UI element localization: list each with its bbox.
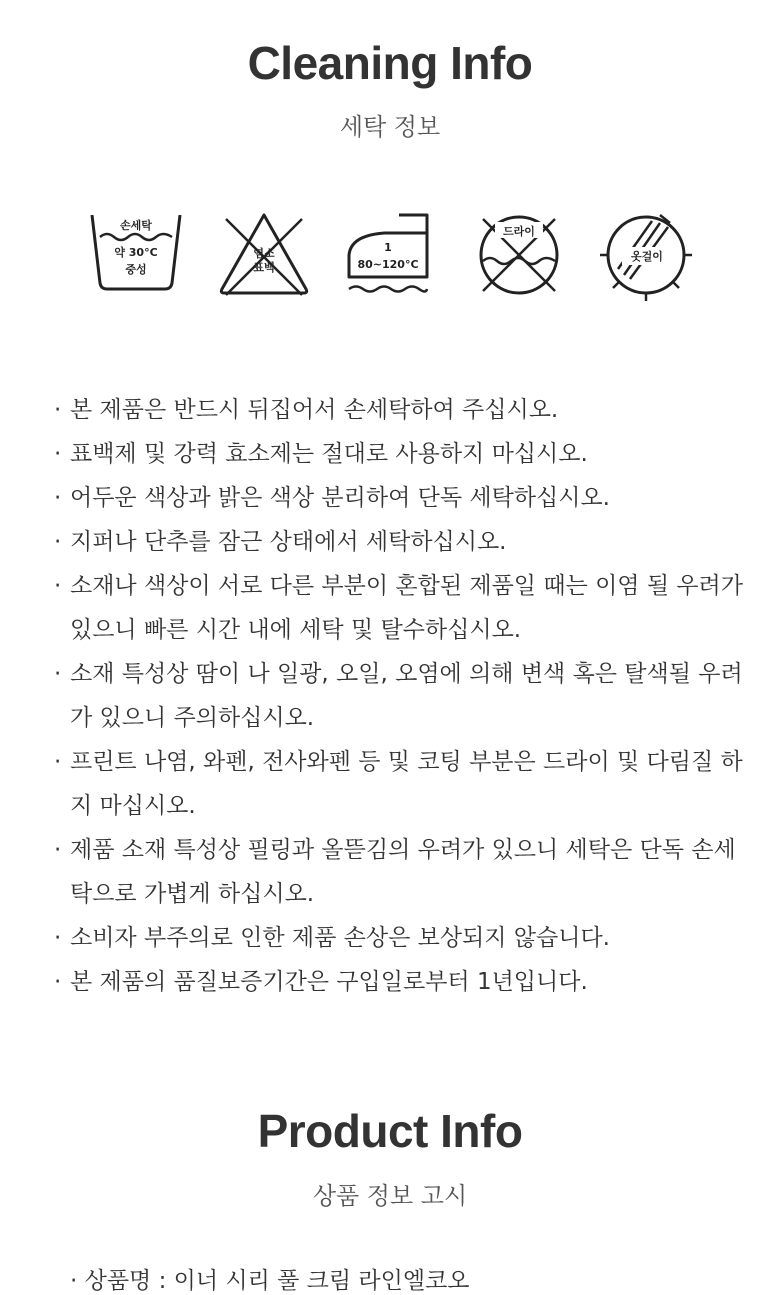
cleaning-subtitle: 세탁 정보 — [339, 113, 441, 141]
hang-label: 옷걸이 — [631, 250, 663, 263]
care-icons-row — [86, 205, 696, 305]
iron-icon — [341, 205, 441, 305]
cleaning-notes-list — [54, 388, 754, 1004]
list-item: · 프린트 나염, 와펜, 전사와펜 등 및 코팅 부분은 드라이 및 다림질 하지 마십시오. — [54, 740, 754, 828]
list-item: · 지퍼나 단추를 잠근 상태에서 세탁하십시오. — [54, 520, 754, 564]
list-item: · 본 제품은 반드시 뒤집어서 손세탁하여 주십시오. — [54, 388, 754, 432]
hand-wash-temp: 약 30°C — [114, 246, 158, 259]
list-item: · 소재 특성상 땀이 나 일광, 오일, 오염에 의해 변색 혹은 탈색될 우려가 있으니 주의하십시오. — [54, 652, 754, 740]
dry-label: 드라이 — [502, 225, 535, 238]
no-dry-clean-icon — [469, 205, 569, 305]
no-bleach-icon — [214, 205, 314, 305]
hand-wash-label: 손세탁 — [120, 219, 152, 232]
bleach-label-2: 표백 — [252, 261, 275, 274]
product-title: Product Info — [257, 1105, 523, 1157]
list-item: · 소재나 색상이 서로 다른 부분이 혼합된 제품일 때는 이염 될 우려가 있으니 빠른 시간 내에 세탁 및 탈수하십시오. — [54, 564, 754, 652]
product-info-first-line: · 상품명 : 이너 시리 풀 크림 라인엘코오 — [70, 1268, 470, 1294]
product-subtitle: 상품 정보 고시 — [312, 1182, 468, 1210]
list-item: · 본 제품의 품질보증기간은 구입일로부터 1년입니다. — [54, 960, 754, 1004]
list-item: · 표백제 및 강력 효소제는 절대로 사용하지 마십시오. — [54, 432, 754, 476]
hand-wash-detergent: 중성 — [125, 263, 147, 276]
list-item: · 제품 소재 특성상 필링과 올뜯김의 우려가 있으니 세탁은 단독 손세탁으로 가볍게 하십시오. — [54, 828, 754, 916]
iron-level: 1 — [384, 241, 392, 254]
cleaning-title: Cleaning Info — [247, 37, 533, 89]
list-item: · 어두운 색상과 밝은 색상 분리하여 단독 세탁하십시오. — [54, 476, 754, 520]
bleach-label-1: 염소 — [252, 247, 275, 260]
list-item: · 소비자 부주의로 인한 제품 손상은 보상되지 않습니다. — [54, 916, 754, 960]
iron-temp: 80~120°C — [357, 258, 419, 271]
hang-dry-icon — [596, 205, 696, 305]
hand-wash-icon — [86, 205, 186, 305]
